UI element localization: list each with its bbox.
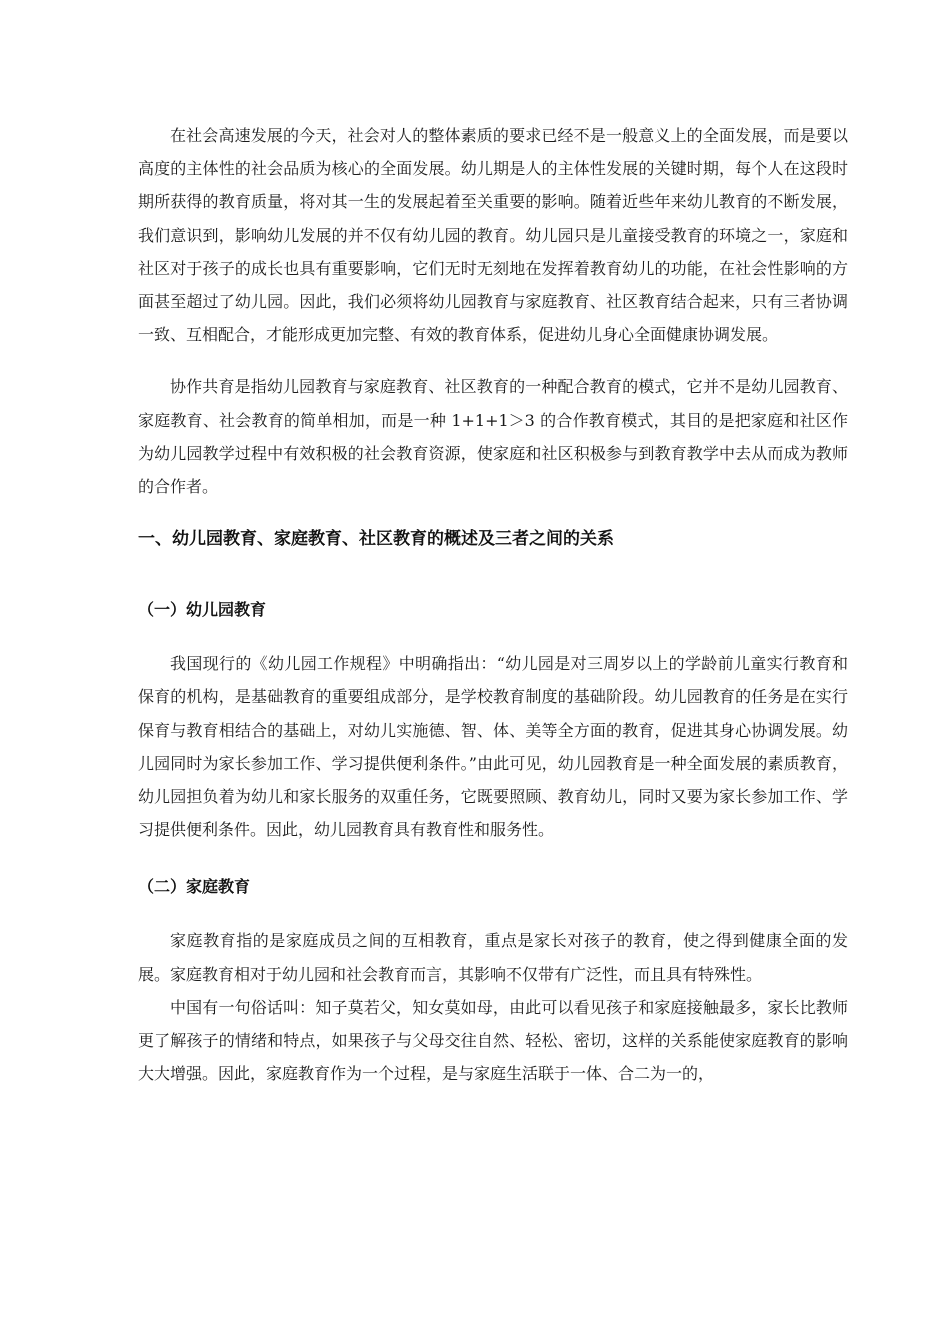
subheading-kindergarten-education: （一）幼儿园教育 bbox=[138, 600, 267, 620]
proverb-paragraph: 中国有一句俗话叫：知子莫若父，知女莫如母，由此可以看见孩子和家庭接触最多，家长比教师更了解孩子的情绪和特点，如果孩子与父母交往自然、轻松、密切，这样的关系能使家庭教育的影响大大增强。因此，家庭教育作为一个过程，是与家庭生活联于一体、合二为一的， bbox=[138, 997, 848, 1084]
intro-paragraph: 在社会高速发展的今天，社会对人的整体素质的要求已经不是一般意义上的全面发展，而是要以高度的主体性的社会品质为核心的全面发展。幼儿期是人的主体性发展的关键时期，每个人在这段时期所获得的教育质量，将对其一生的发展起着至关重要的影响。随着近些年来幼儿教育的不断发展，我们意识到，影响幼儿发展的并不仅有幼儿园的教育。幼儿园只是儿童接受教育的环境之一，家庭和社区对于孩子的成长也具有重要影响，它们无时无刻地在发挥着教育幼儿的功能，在社会性影响的方面甚至超过了幼儿园。因此，我们必须将幼儿园教育与家庭教育、社区教育结合起来，只有三者协调一致、互相配合，才能形成更加完整、有效的教育体系，促进幼儿身心全面健康协调发展。 bbox=[138, 126, 848, 345]
subheading-family-education: （二）家庭教育 bbox=[138, 877, 251, 897]
collaboration-paragraph: 协作共育是指幼儿园教育与家庭教育、社区教育的一种配合教育的模式，它并不是幼儿园教育、家庭教育、社会教育的简单相加，而是一种 1+1+1＞3 的合作教育模式，其目的是把家庭和社区作为幼儿园教学过程中有效积极的社会教育资源，使家庭和社区积极参与到教育教学中去从而成为教师的合作者。 bbox=[138, 377, 848, 497]
document-body bbox=[138, 119, 848, 1090]
section-heading-overview: 一、幼儿园教育、家庭教育、社区教育的概述及三者之间的关系 bbox=[138, 529, 614, 550]
kindergarten-education-paragraph: 我国现行的《幼儿园工作规程》中明确指出：“幼儿园是对三周岁以上的学龄前儿童实行教育和保育的机构，是基础教育的重要组成部分，是学校教育制度的基础阶段。幼儿园教育的任务是在实行保育与教育相结合的基础上，对幼儿实施德、智、体、美等全方面的教育，促进其身心协调发展。幼儿园同时为家长参加工作、学习提供便利条件。”由此可见，幼儿园教育是一种全面发展的素质教育，幼儿园担负着为幼儿和家长服务的双重任务，它既要照顾、教育幼儿，同时又要为家长参加工作、学习提供便利条件。因此，幼儿园教育具有教育性和服务性。 bbox=[138, 654, 848, 840]
family-education-paragraph: 家庭教育指的是家庭成员之间的互相教育，重点是家长对孩子的教育，使之得到健康全面的发展。家庭教育相对于幼儿园和社会教育而言，其影响不仅带有广泛性，而且具有特殊性。 bbox=[138, 931, 848, 984]
